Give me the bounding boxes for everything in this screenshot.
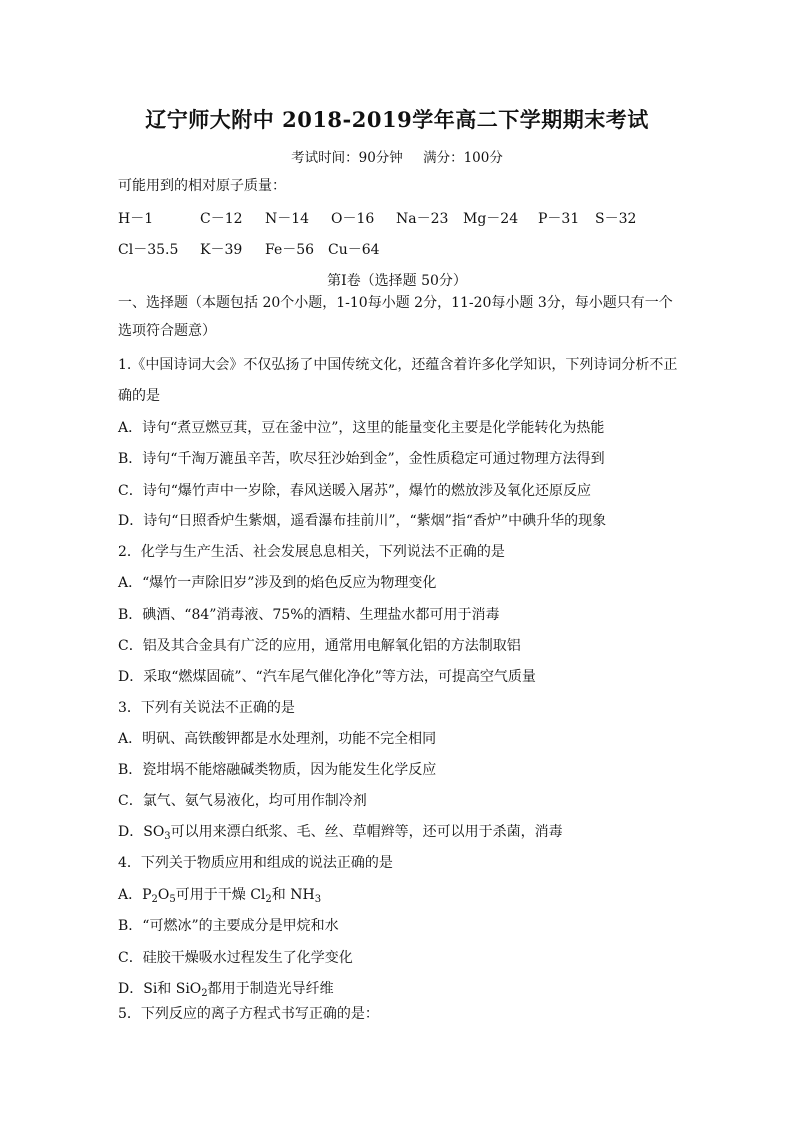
q5-stem: 5．下列反应的离子方程式书写正确的是： <box>118 1006 379 1022</box>
q3-option-a: A．明矾、高铁酸钾都是水处理剂，功能不完全相同 <box>118 731 437 747</box>
formula-part: 和 NH <box>271 887 315 903</box>
atomic-mass-item: S－32 <box>595 211 637 227</box>
subscript: 2 <box>265 894 272 905</box>
subscript: 3 <box>314 894 322 905</box>
subscript: 5 <box>169 894 176 905</box>
q4-option-a <box>118 886 678 904</box>
q1-stem-cont: 确的是 <box>118 388 160 404</box>
page-title: 辽宁师大附中 2018-2019学年高二下学期期末考试 <box>145 107 649 132</box>
q3-stem: 3．下列有关说法不正确的是 <box>118 700 295 716</box>
q3-option-d-text: 可以用来漂白纸浆、毛、丝、草帽辫等，还可以用于杀菌，消毒 <box>170 824 563 840</box>
q2-option-d: D．采取“燃煤固硫”、“汽车尾气催化净化”等方法，可提高空气质量 <box>118 669 536 685</box>
subscript: 3 <box>164 831 171 842</box>
q1-option-b: B．诗句“千淘万漉虽辛苦，吹尽狂沙始到金”，金性质稳定可通过物理方法得到 <box>118 451 605 467</box>
atomic-mass-label: 可能用到的相对原子质量： <box>118 178 286 194</box>
subscript: 2 <box>151 894 158 905</box>
atomic-mass-item: Fe－56 <box>265 242 315 258</box>
q3-option-b: B．瓷坩埚不能熔融碱类物质，因为能发生化学反应 <box>118 762 437 778</box>
formula-part: 可用于干燥 Cl <box>175 887 266 903</box>
q3-option-c: C．氯气、氨气易液化，均可用作制冷剂 <box>118 793 367 809</box>
atomic-mass-item: N－14 <box>265 211 310 227</box>
q3-option-d <box>118 823 678 841</box>
atomic-mass-item: Na－23 <box>396 211 449 227</box>
q2-option-a: A．“爆竹一声除旧岁”涉及到的焰色反应为物理变化 <box>118 575 437 591</box>
formula-part: 都用于制造光导纤维 <box>207 981 334 997</box>
atomic-mass-item: P－31 <box>538 211 580 227</box>
q4-option-c: C．硅胶干燥吸水过程发生了化学变化 <box>118 950 353 966</box>
atomic-mass-item: Cu－64 <box>328 242 380 258</box>
atomic-mass-item: K－39 <box>200 242 243 258</box>
atomic-mass-item: O－16 <box>331 211 375 227</box>
part-intro-cont: 选项符合题意） <box>118 323 216 339</box>
q4-option-b: B．“可燃冰”的主要成分是甲烷和水 <box>118 918 339 934</box>
exam-time: 考试时间：90分钟 <box>291 150 403 166</box>
q2-stem: 2．化学与生产生活、社会发展息息相关，下列说法不正确的是 <box>118 544 505 560</box>
exam-info <box>0 146 794 166</box>
q3-option-d-prefix: D．SO <box>118 824 165 840</box>
q1-option-c: C．诗句“爆竹声中一岁除，春风送暖入屠苏”，爆竹的燃放涉及氧化还原反应 <box>118 483 592 499</box>
atomic-mass-item: C－12 <box>200 211 243 227</box>
atomic-mass-item: Mg－24 <box>463 211 519 227</box>
part-intro: 一、选择题（本题包括 20个小题，1-10每小题 2分，11-20每小题 3分，每小题只有一个 <box>118 295 673 311</box>
atomic-mass-item: H－1 <box>118 211 154 227</box>
q2-option-b: B．碘酒、“84”消毒液、75%的酒精、生理盐水都可用于消毒 <box>118 607 500 623</box>
section-title: 第Ⅰ卷（选择题 50分） <box>327 273 467 289</box>
q1-option-a: A．诗句“煮豆燃豆萁，豆在釜中泣”，这里的能量变化主要是化学能转化为热能 <box>118 420 605 436</box>
subscript: 2 <box>201 988 208 999</box>
formula-part: D．Si和 SiO <box>118 981 202 997</box>
q4-option-d <box>118 980 678 998</box>
q4-stem: 4．下列关于物质应用和组成的说法正确的是 <box>118 855 393 871</box>
full-score: 满分：100分 <box>423 150 503 166</box>
atomic-mass-item: Cl－35.5 <box>118 242 179 258</box>
q1-stem: 1.《中国诗词大会》不仅弘扬了中国传统文化，还蕴含着许多化学知识，下列诗词分析不正 <box>118 357 678 373</box>
q2-option-c: C．铝及其合金具有广泛的应用，通常用电解氧化铝的方法制取铝 <box>118 638 521 654</box>
formula-part: O <box>157 887 170 903</box>
q1-option-d: D．诗句“日照香炉生紫烟，遥看瀑布挂前川”，“紫烟”指“香炉”中碘升华的现象 <box>118 513 607 529</box>
formula-part: A．P <box>118 887 152 903</box>
